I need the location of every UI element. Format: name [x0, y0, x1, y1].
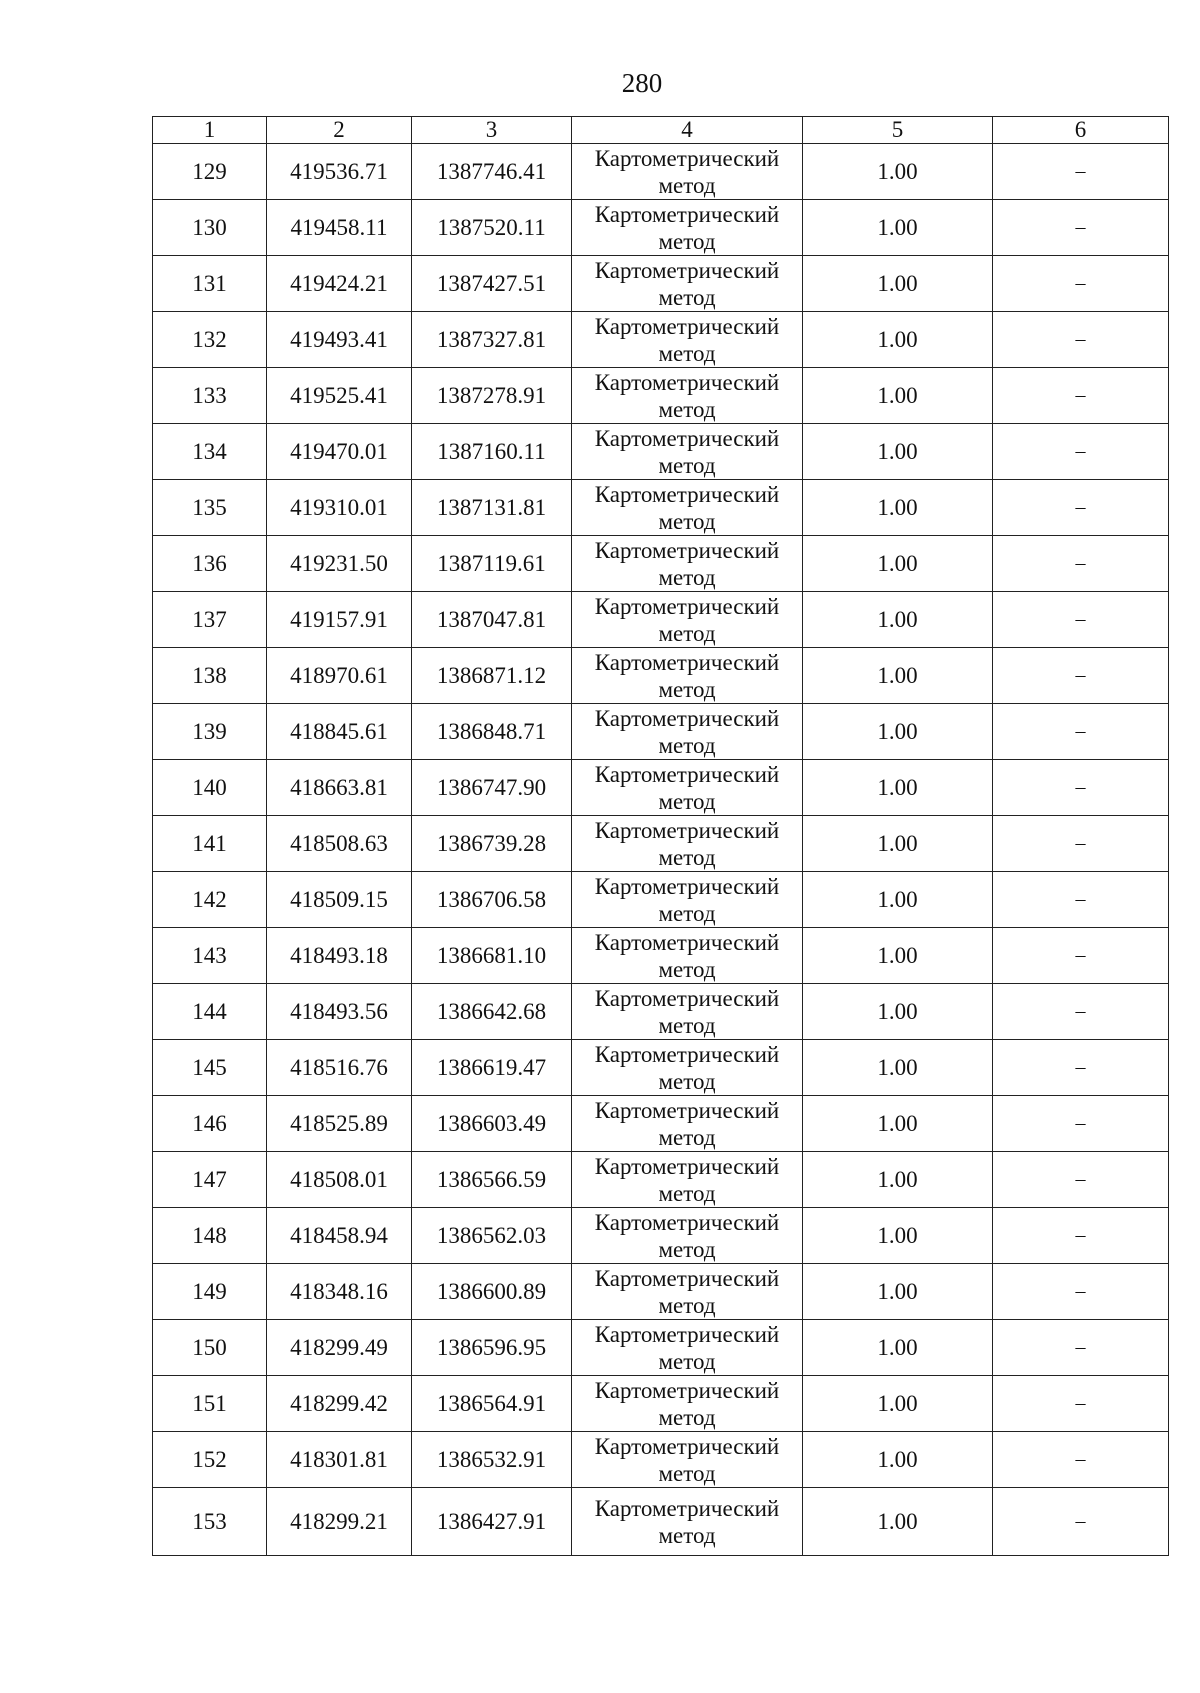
table-row	[153, 480, 1169, 536]
column-header-1: 1	[153, 117, 267, 144]
method-cell: Картометрический метод	[572, 424, 803, 480]
description-cell: –	[993, 144, 1169, 200]
method-cell: Картометрический метод	[572, 1040, 803, 1096]
method-cell: Картометрический метод	[572, 536, 803, 592]
x-coordinate-cell: 419493.41	[267, 312, 412, 368]
y-coordinate-cell: 1386600.89	[412, 1264, 572, 1320]
x-coordinate-cell: 418663.81	[267, 760, 412, 816]
table-body	[153, 144, 1169, 1556]
method-cell: Картометрический метод	[572, 480, 803, 536]
method-cell: Картометрический метод	[572, 1096, 803, 1152]
x-coordinate-cell: 419470.01	[267, 424, 412, 480]
accuracy-cell: 1.00	[803, 1264, 993, 1320]
accuracy-cell: 1.00	[803, 1096, 993, 1152]
y-coordinate-cell: 1386747.90	[412, 760, 572, 816]
y-coordinate-cell: 1386739.28	[412, 816, 572, 872]
table-row	[153, 984, 1169, 1040]
table-row	[153, 1152, 1169, 1208]
table-row	[153, 424, 1169, 480]
point-number-cell: 148	[153, 1208, 267, 1264]
x-coordinate-cell: 418299.21	[267, 1488, 412, 1556]
x-coordinate-cell: 418301.81	[267, 1432, 412, 1488]
y-coordinate-cell: 1387047.81	[412, 592, 572, 648]
accuracy-cell: 1.00	[803, 1432, 993, 1488]
table-row	[153, 592, 1169, 648]
x-coordinate-cell: 418970.61	[267, 648, 412, 704]
description-cell: –	[993, 424, 1169, 480]
y-coordinate-cell: 1387746.41	[412, 144, 572, 200]
description-cell: –	[993, 368, 1169, 424]
accuracy-cell: 1.00	[803, 760, 993, 816]
accuracy-cell: 1.00	[803, 984, 993, 1040]
y-coordinate-cell: 1387327.81	[412, 312, 572, 368]
point-number-cell: 153	[153, 1488, 267, 1556]
accuracy-cell: 1.00	[803, 144, 993, 200]
column-header-5: 5	[803, 117, 993, 144]
table-row	[153, 648, 1169, 704]
method-cell: Картометрический метод	[572, 1152, 803, 1208]
method-cell: Картометрический метод	[572, 1432, 803, 1488]
accuracy-cell: 1.00	[803, 1040, 993, 1096]
table-row	[153, 816, 1169, 872]
point-number-cell: 146	[153, 1096, 267, 1152]
x-coordinate-cell: 418508.01	[267, 1152, 412, 1208]
accuracy-cell: 1.00	[803, 928, 993, 984]
description-cell: –	[993, 1376, 1169, 1432]
table-row	[153, 536, 1169, 592]
y-coordinate-cell: 1387160.11	[412, 424, 572, 480]
accuracy-cell: 1.00	[803, 1208, 993, 1264]
table-row	[153, 704, 1169, 760]
point-number-cell: 144	[153, 984, 267, 1040]
method-cell: Картометрический метод	[572, 312, 803, 368]
method-cell: Картометрический метод	[572, 760, 803, 816]
y-coordinate-cell: 1386566.59	[412, 1152, 572, 1208]
method-cell: Картометрический метод	[572, 1376, 803, 1432]
description-cell: –	[993, 928, 1169, 984]
table-row	[153, 256, 1169, 312]
method-cell: Картометрический метод	[572, 1320, 803, 1376]
y-coordinate-cell: 1386596.95	[412, 1320, 572, 1376]
page-number: 280	[621, 68, 663, 98]
y-coordinate-cell: 1386642.68	[412, 984, 572, 1040]
accuracy-cell: 1.00	[803, 536, 993, 592]
y-coordinate-cell: 1386564.91	[412, 1376, 572, 1432]
description-cell: –	[993, 704, 1169, 760]
accuracy-cell: 1.00	[803, 872, 993, 928]
y-coordinate-cell: 1386681.10	[412, 928, 572, 984]
description-cell: –	[993, 1488, 1169, 1556]
accuracy-cell: 1.00	[803, 480, 993, 536]
point-number-cell: 140	[153, 760, 267, 816]
description-cell: –	[993, 760, 1169, 816]
description-cell: –	[993, 1432, 1169, 1488]
description-cell: –	[993, 872, 1169, 928]
column-header-3: 3	[412, 117, 572, 144]
method-cell: Картометрический метод	[572, 816, 803, 872]
table-row	[153, 144, 1169, 200]
column-header-4: 4	[572, 117, 803, 144]
table-row	[153, 872, 1169, 928]
y-coordinate-cell: 1387278.91	[412, 368, 572, 424]
x-coordinate-cell: 418493.18	[267, 928, 412, 984]
x-coordinate-cell: 419424.21	[267, 256, 412, 312]
y-coordinate-cell: 1387520.11	[412, 200, 572, 256]
accuracy-cell: 1.00	[803, 312, 993, 368]
method-cell: Картометрический метод	[572, 984, 803, 1040]
point-number-cell: 149	[153, 1264, 267, 1320]
x-coordinate-cell: 418493.56	[267, 984, 412, 1040]
x-coordinate-cell: 418348.16	[267, 1264, 412, 1320]
method-cell: Картометрический метод	[572, 704, 803, 760]
table-row	[153, 200, 1169, 256]
method-cell: Картометрический метод	[572, 200, 803, 256]
x-coordinate-cell: 419458.11	[267, 200, 412, 256]
point-number-cell: 143	[153, 928, 267, 984]
accuracy-cell: 1.00	[803, 648, 993, 704]
description-cell: –	[993, 1040, 1169, 1096]
point-number-cell: 141	[153, 816, 267, 872]
point-number-cell: 139	[153, 704, 267, 760]
point-number-cell: 145	[153, 1040, 267, 1096]
x-coordinate-cell: 419157.91	[267, 592, 412, 648]
method-cell: Картометрический метод	[572, 144, 803, 200]
description-cell: –	[993, 1264, 1169, 1320]
table-header-row	[153, 117, 1169, 144]
point-number-cell: 129	[153, 144, 267, 200]
accuracy-cell: 1.00	[803, 368, 993, 424]
point-number-cell: 137	[153, 592, 267, 648]
description-cell: –	[993, 480, 1169, 536]
x-coordinate-cell: 418509.15	[267, 872, 412, 928]
description-cell: –	[993, 648, 1169, 704]
table-row	[153, 1376, 1169, 1432]
point-number-cell: 134	[153, 424, 267, 480]
method-cell: Картометрический метод	[572, 1208, 803, 1264]
description-cell: –	[993, 1152, 1169, 1208]
method-cell: Картометрический метод	[572, 648, 803, 704]
y-coordinate-cell: 1386562.03	[412, 1208, 572, 1264]
description-cell: –	[993, 592, 1169, 648]
y-coordinate-cell: 1387131.81	[412, 480, 572, 536]
column-header-6: 6	[993, 117, 1169, 144]
description-cell: –	[993, 984, 1169, 1040]
y-coordinate-cell: 1386871.12	[412, 648, 572, 704]
description-cell: –	[993, 1208, 1169, 1264]
accuracy-cell: 1.00	[803, 256, 993, 312]
x-coordinate-cell: 418516.76	[267, 1040, 412, 1096]
point-number-cell: 152	[153, 1432, 267, 1488]
accuracy-cell: 1.00	[803, 1488, 993, 1556]
table-row	[153, 368, 1169, 424]
y-coordinate-cell: 1387119.61	[412, 536, 572, 592]
point-number-cell: 135	[153, 480, 267, 536]
accuracy-cell: 1.00	[803, 1320, 993, 1376]
method-cell: Картометрический метод	[572, 1488, 803, 1556]
table-row	[153, 1208, 1169, 1264]
description-cell: –	[993, 256, 1169, 312]
y-coordinate-cell: 1386848.71	[412, 704, 572, 760]
y-coordinate-cell: 1386427.91	[412, 1488, 572, 1556]
y-coordinate-cell: 1386603.49	[412, 1096, 572, 1152]
accuracy-cell: 1.00	[803, 704, 993, 760]
y-coordinate-cell: 1386619.47	[412, 1040, 572, 1096]
point-number-cell: 138	[153, 648, 267, 704]
point-number-cell: 142	[153, 872, 267, 928]
method-cell: Картометрический метод	[572, 1264, 803, 1320]
table-row	[153, 928, 1169, 984]
point-number-cell: 151	[153, 1376, 267, 1432]
description-cell: –	[993, 1096, 1169, 1152]
point-number-cell: 130	[153, 200, 267, 256]
x-coordinate-cell: 419525.41	[267, 368, 412, 424]
method-cell: Картометрический метод	[572, 928, 803, 984]
accuracy-cell: 1.00	[803, 1376, 993, 1432]
x-coordinate-cell: 418458.94	[267, 1208, 412, 1264]
table-row	[153, 312, 1169, 368]
point-number-cell: 132	[153, 312, 267, 368]
x-coordinate-cell: 418525.89	[267, 1096, 412, 1152]
y-coordinate-cell: 1387427.51	[412, 256, 572, 312]
method-cell: Картометрический метод	[572, 872, 803, 928]
description-cell: –	[993, 200, 1169, 256]
description-cell: –	[993, 312, 1169, 368]
point-number-cell: 136	[153, 536, 267, 592]
table-row	[153, 1264, 1169, 1320]
y-coordinate-cell: 1386706.58	[412, 872, 572, 928]
table-row	[153, 760, 1169, 816]
y-coordinate-cell: 1386532.91	[412, 1432, 572, 1488]
x-coordinate-cell: 418299.49	[267, 1320, 412, 1376]
accuracy-cell: 1.00	[803, 200, 993, 256]
point-number-cell: 133	[153, 368, 267, 424]
table-row	[153, 1432, 1169, 1488]
table-row	[153, 1096, 1169, 1152]
accuracy-cell: 1.00	[803, 592, 993, 648]
method-cell: Картометрический метод	[572, 368, 803, 424]
x-coordinate-cell: 418845.61	[267, 704, 412, 760]
description-cell: –	[993, 536, 1169, 592]
point-number-cell: 131	[153, 256, 267, 312]
x-coordinate-cell: 419231.50	[267, 536, 412, 592]
x-coordinate-cell: 419536.71	[267, 144, 412, 200]
method-cell: Картометрический метод	[572, 256, 803, 312]
description-cell: –	[993, 1320, 1169, 1376]
coordinates-table	[152, 116, 1169, 1556]
description-cell: –	[993, 816, 1169, 872]
table-row	[153, 1320, 1169, 1376]
point-number-cell: 147	[153, 1152, 267, 1208]
x-coordinate-cell: 418299.42	[267, 1376, 412, 1432]
point-number-cell: 150	[153, 1320, 267, 1376]
accuracy-cell: 1.00	[803, 816, 993, 872]
table-row	[153, 1040, 1169, 1096]
table-row	[153, 1488, 1169, 1556]
accuracy-cell: 1.00	[803, 1152, 993, 1208]
x-coordinate-cell: 419310.01	[267, 480, 412, 536]
method-cell: Картометрический метод	[572, 592, 803, 648]
x-coordinate-cell: 418508.63	[267, 816, 412, 872]
column-header-2: 2	[267, 117, 412, 144]
accuracy-cell: 1.00	[803, 424, 993, 480]
